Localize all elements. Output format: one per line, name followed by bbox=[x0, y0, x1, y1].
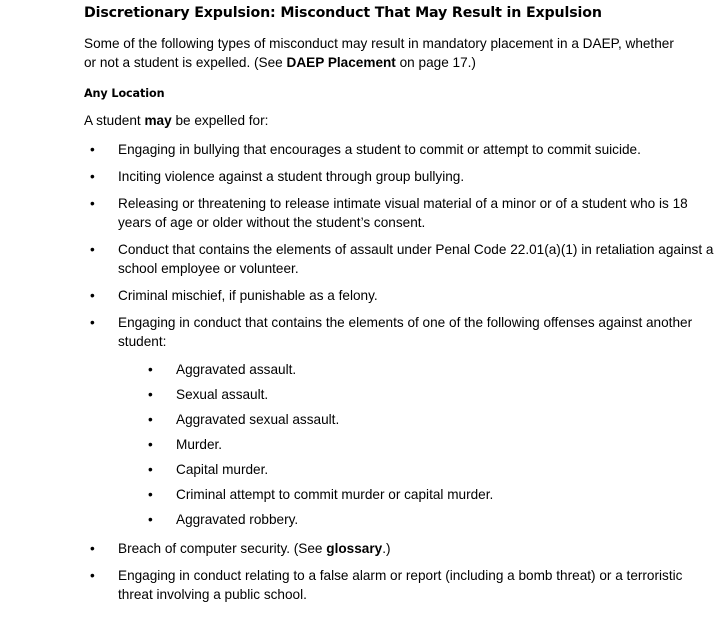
bullet-point-icon: • bbox=[148, 487, 153, 502]
list-item-text: Engaging in bullying that encourages a student to commit or attempt to commit suicide. bbox=[118, 142, 641, 157]
list-item-text: Criminal mischief, if punishable as a felony. bbox=[118, 288, 378, 303]
offense-sublist bbox=[142, 360, 718, 529]
list-item-text: Murder. bbox=[176, 437, 223, 452]
document-content bbox=[84, 4, 718, 604]
bullet-point-icon: • bbox=[90, 142, 95, 157]
list-item bbox=[84, 313, 718, 529]
bullet-point-icon: • bbox=[148, 412, 153, 427]
bullet-point-icon: • bbox=[90, 288, 95, 303]
bullet-point-icon: • bbox=[90, 196, 95, 211]
bullet-point-icon: • bbox=[90, 541, 95, 556]
expulsion-offense-list bbox=[84, 140, 718, 529]
list-item-text: Aggravated sexual assault. bbox=[176, 412, 340, 427]
bullet-point-icon: • bbox=[90, 315, 95, 330]
list-item bbox=[84, 194, 718, 232]
page-title: Discretionary Expulsion: Misconduct That May Result in Expulsion bbox=[84, 5, 602, 21]
lead-in-paragraph bbox=[84, 111, 718, 130]
list-item bbox=[84, 539, 718, 558]
list-item bbox=[142, 360, 718, 379]
list-item-text: Engaging in conduct relating to a false alarm or report (including a bomb threat) or a terroristic threat involving a public school. bbox=[118, 568, 683, 602]
list-item bbox=[84, 240, 718, 278]
bullet-point-icon: • bbox=[148, 362, 153, 377]
list-item bbox=[84, 167, 718, 186]
bullet-point-icon: • bbox=[148, 512, 153, 527]
intro-text-part2: on page 17.) bbox=[395, 55, 476, 70]
list-item bbox=[84, 140, 718, 159]
list-item bbox=[84, 286, 718, 305]
bullet-point-icon: • bbox=[148, 462, 153, 477]
lead-in-part2: be expelled for: bbox=[171, 113, 269, 128]
list-item-text: Inciting violence against a student through group bullying. bbox=[118, 169, 465, 184]
list-item bbox=[142, 510, 718, 529]
list-item bbox=[142, 385, 718, 404]
list-item-text: Releasing or threatening to release intimate visual material of a minor or of a student who is 18 years of age or older without the student’s consent. bbox=[118, 196, 688, 230]
lead-in-emphasis: may bbox=[144, 113, 172, 128]
bullet-point-icon: • bbox=[90, 568, 95, 583]
list-item-text: Aggravated robbery. bbox=[176, 512, 299, 527]
list-item bbox=[142, 410, 718, 429]
list-item-text: Conduct that contains the elements of assault under Penal Code 22.01(a)(1) in retaliation against a school employee or volunteer. bbox=[118, 242, 714, 276]
glossary-reference: glossary bbox=[326, 541, 383, 556]
intro-paragraph bbox=[84, 34, 684, 72]
subsection-heading-any-location: Any Location bbox=[84, 87, 165, 100]
bullet-point-icon: • bbox=[148, 437, 153, 452]
list-item bbox=[142, 460, 718, 479]
list-item bbox=[142, 435, 718, 454]
list-item-text: Capital murder. bbox=[176, 462, 269, 477]
daep-placement-reference: DAEP Placement bbox=[286, 55, 396, 70]
list-item bbox=[84, 566, 718, 604]
list-item-text: Engaging in conduct that contains the elements of one of the following offenses against another student: bbox=[118, 315, 693, 349]
bullet-point-icon: • bbox=[90, 169, 95, 184]
list-item bbox=[142, 485, 718, 504]
list-item-text: Criminal attempt to commit murder or capital murder. bbox=[176, 487, 494, 502]
list-item-text-suffix: .) bbox=[382, 541, 391, 556]
nested-offense-group bbox=[118, 360, 718, 529]
expulsion-offense-list-continued bbox=[84, 539, 718, 604]
list-item-text: Aggravated assault. bbox=[176, 362, 297, 377]
lead-in-part1: A student bbox=[84, 113, 145, 128]
bullet-point-icon: • bbox=[90, 242, 95, 257]
bullet-point-icon: • bbox=[148, 387, 153, 402]
list-item-text: Sexual assault. bbox=[176, 387, 269, 402]
intro-text-part1: Some of the following types of misconduct may result in mandatory placement in a DAEP, whether or not a student is expelled. (See bbox=[84, 36, 674, 70]
list-item-text: Breach of computer security. (See bbox=[118, 541, 327, 556]
